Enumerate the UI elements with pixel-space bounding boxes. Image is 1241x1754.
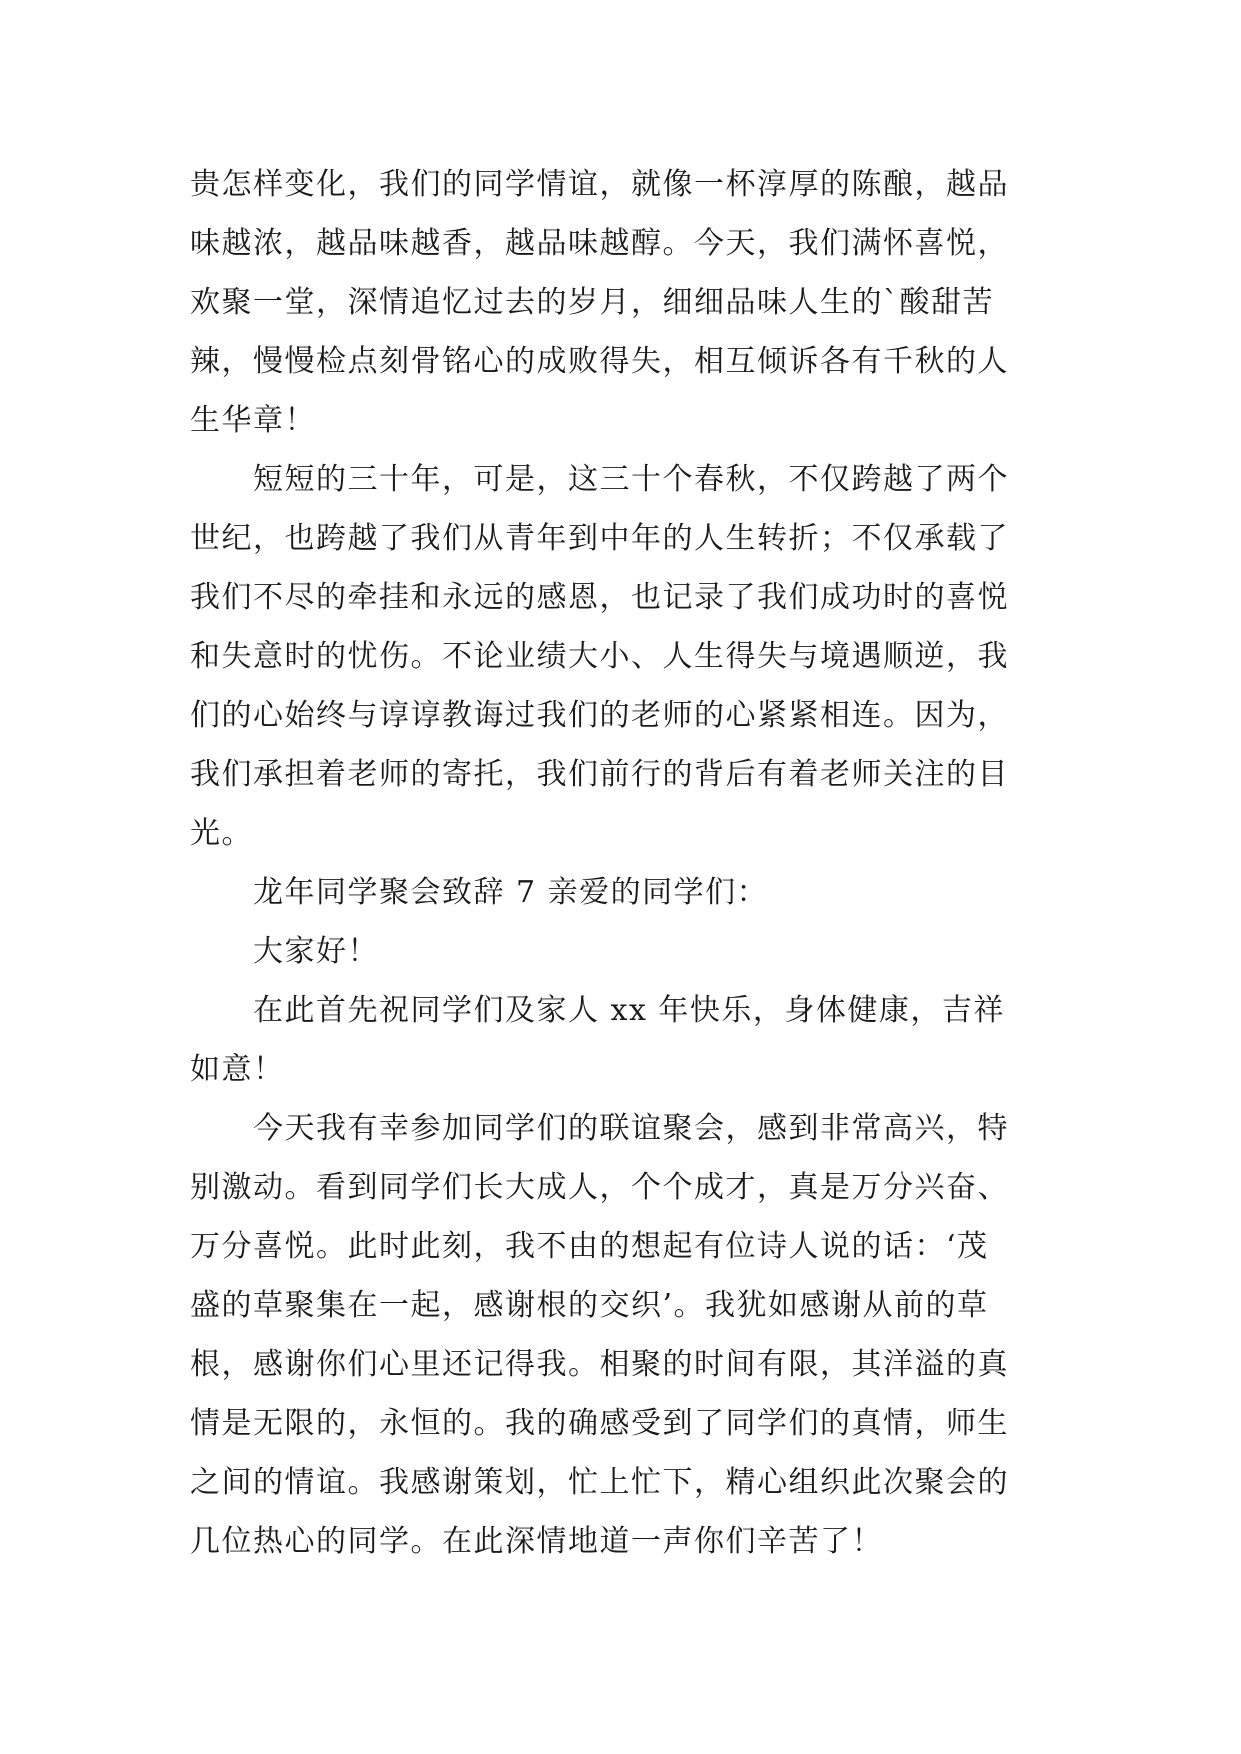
text-line: 今天我有幸参加同学们的联谊聚会，感到非常高兴，特: [190, 1111, 1009, 1146]
text-line: 别激动。看到同学们长大成人，个个成才，真是万分兴奋、: [190, 1170, 1009, 1205]
text-line: 万分喜悦。此时此刻，我不由的想起有位诗人说的话：‘茂: [190, 1229, 989, 1264]
document-body: [190, 155, 1070, 1571]
text-line: 如意！: [190, 1052, 285, 1087]
text-line: 世纪，也跨越了我们从青年到中年的人生转折；不仅承载了: [190, 521, 1009, 556]
text-line: 光。: [190, 816, 253, 851]
text-line: 情是无限的，永恒的。我的确感受到了同学们的真情，师生: [190, 1406, 1009, 1441]
text-line: 盛的草聚集在一起，感谢根的交织’。我犹如感谢从前的草: [190, 1288, 989, 1323]
text-line: 大家好！: [190, 934, 379, 969]
text-line: 味越浓，越品味越香，越品味越醇。今天，我们满怀喜悦，: [190, 226, 1009, 261]
text-line: 龙年同学聚会致辞 7 亲爱的同学们：: [190, 875, 769, 910]
text-line: 在此首先祝同学们及家人 xx 年快乐，身体健康，吉祥: [190, 993, 1005, 1028]
text-line: 根，感谢你们心里还记得我。相聚的时间有限，其洋溢的真: [190, 1347, 1009, 1382]
text-line: 生华章！: [190, 403, 316, 438]
text-line: 和失意时的忧伤。不论业绩大小、人生得失与境遇顺逆，我: [190, 639, 1009, 674]
text-line: 几位热心的同学。在此深情地道一声你们辛苦了！: [190, 1524, 883, 1559]
text-line: 辣，慢慢检点刻骨铭心的成败得失，相互倾诉各有千秋的人: [190, 344, 1009, 379]
text-line: 贵怎样变化，我们的同学情谊，就像一杯淳厚的陈酿，越品: [190, 167, 1009, 202]
text-line: 短短的三十年，可是，这三十个春秋，不仅跨越了两个: [190, 462, 1009, 497]
text-line: 之间的情谊。我感谢策划，忙上忙下，精心组织此次聚会的: [190, 1465, 1009, 1500]
text-line: 们的心始终与谆谆教诲过我们的老师的心紧紧相连。因为，: [190, 698, 1009, 733]
text-line: 欢聚一堂，深情追忆过去的岁月，细细品味人生的`酸甜苦: [190, 285, 994, 320]
text-line: 我们承担着老师的寄托，我们前行的背后有着老师关注的目: [190, 757, 1009, 792]
text-line: 我们不尽的牵挂和永远的感恩，也记录了我们成功时的喜悦: [190, 580, 1009, 615]
